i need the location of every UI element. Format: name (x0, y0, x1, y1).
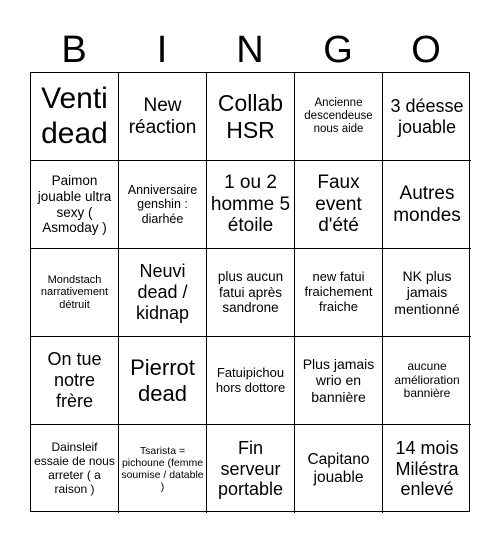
header-letter-g: G (323, 29, 353, 71)
bingo-cell-r2c2[interactable] (207, 249, 295, 337)
bingo-cell-r4c1[interactable] (119, 425, 207, 513)
cell-text: new fatui fraichement fraiche (304, 269, 373, 314)
bingo-cell-r0c2[interactable] (207, 73, 295, 161)
bingo-cell-r2c4[interactable] (383, 249, 471, 337)
cell-text: Tsarista = pichoune (femme soumise / datable ) (121, 444, 204, 494)
cell-text: Neuvi dead / kidnap (135, 261, 190, 323)
header-letter-n: N (236, 29, 264, 71)
bingo-cell-r4c3[interactable] (295, 425, 383, 513)
bingo-cell-r4c4[interactable] (383, 425, 471, 513)
bingo-cell-r0c1[interactable] (119, 73, 207, 161)
bingo-cell-r2c0[interactable] (31, 249, 119, 337)
bingo-cell-r4c2[interactable] (207, 425, 295, 513)
cell-text: Fatuipichou hors dottore (215, 364, 286, 395)
header-letter-o: O (411, 29, 441, 71)
cell-text: Anniversaire genshin : diarhée (127, 182, 198, 226)
cell-text: Paimon jouable ultra sexy ( Asmoday ) (37, 173, 112, 236)
cell-text: Dainsleif essaie de nous arreter ( a raison ) (34, 440, 115, 496)
cell-text: plus aucun fatui après sandrone (217, 269, 284, 316)
bingo-cell-r3c4[interactable] (383, 337, 471, 425)
bingo-cell-r0c3[interactable] (295, 73, 383, 161)
cell-text: Faux event d'été (315, 171, 362, 237)
cell-text: Autres mondes (393, 182, 461, 226)
bingo-cell-r3c2[interactable] (207, 337, 295, 425)
bingo-cell-r1c3[interactable] (295, 161, 383, 249)
cell-text: NK plus jamais mentionné (394, 268, 460, 317)
bingo-cell-r2c3[interactable] (295, 249, 383, 337)
cell-text: 3 déesse jouable (390, 95, 464, 137)
bingo-cell-r1c1[interactable] (119, 161, 207, 249)
bingo-board (30, 72, 470, 512)
cell-text: Fin serveur portable (217, 437, 284, 500)
bingo-cell-r0c4[interactable] (383, 73, 471, 161)
cell-text: 14 mois Miléstra enlevé (395, 437, 459, 500)
cell-text: 1 ou 2 homme 5 étoile (210, 171, 291, 237)
bingo-cell-r1c0[interactable] (31, 161, 119, 249)
bingo-cell-r3c1[interactable] (119, 337, 207, 425)
cell-text: Venti dead (41, 82, 108, 150)
cell-text: aucune amélioration bannière (394, 358, 460, 401)
header-letter-b: B (61, 29, 87, 71)
bingo-cell-r4c0[interactable] (31, 425, 119, 513)
bingo-cell-r3c0[interactable] (31, 337, 119, 425)
cell-text: Ancienne descendeuse nous aide (304, 96, 373, 136)
cell-text: Pierrot dead (130, 355, 195, 406)
bingo-cell-r2c1[interactable] (119, 249, 207, 337)
bingo-cell-r3c3[interactable] (295, 337, 383, 425)
cell-text: On tue notre frère (47, 349, 102, 411)
bingo-header (30, 28, 470, 72)
bingo-cell-r0c0[interactable] (31, 73, 119, 161)
cell-text: Mondstach narrativement détruit (40, 273, 109, 311)
cell-text: New réaction (128, 94, 197, 138)
header-letter-i: I (156, 29, 168, 71)
cell-text: Plus jamais wrio en bannière (302, 356, 375, 405)
bingo-cell-r1c4[interactable] (383, 161, 471, 249)
bingo-cell-r1c2[interactable] (207, 161, 295, 249)
cell-text: Collab HSR (217, 90, 284, 143)
cell-text: Capitano jouable (307, 451, 370, 486)
